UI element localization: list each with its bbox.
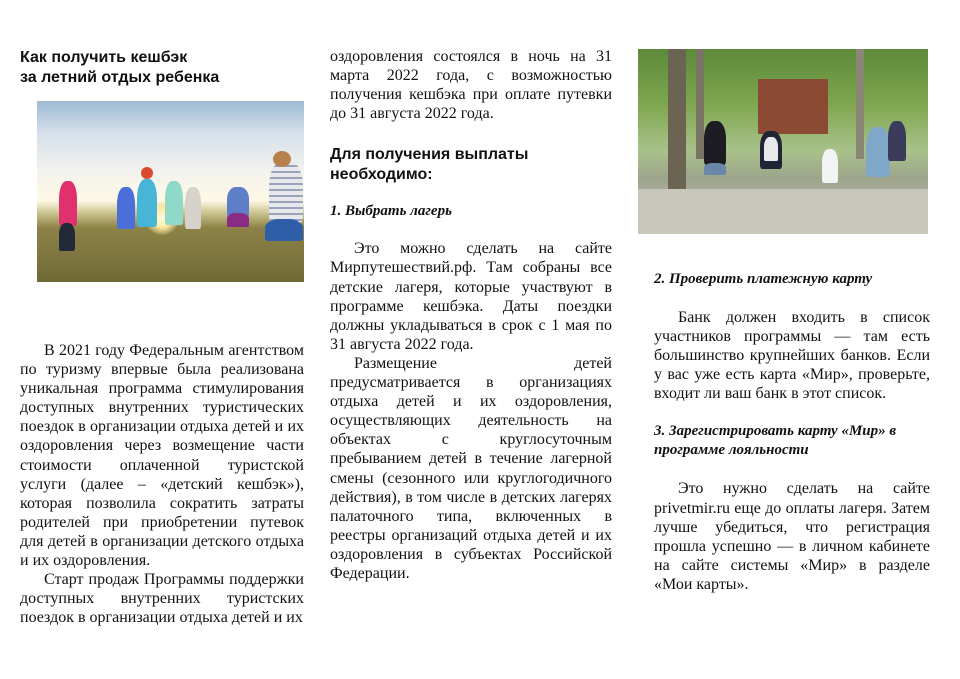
child-figure — [165, 181, 183, 225]
child-figure — [117, 187, 135, 229]
child-figure — [273, 151, 291, 167]
title-line-2: за летний отдых ребенка — [20, 69, 220, 86]
child-figure — [137, 179, 157, 227]
column-middle — [330, 47, 612, 583]
step2-paragraph: Банк должен входить в список участников программы — там есть большинство крупнейших банков. Если у вас уже есть карта «Мир», проверьте, входит ли ваш банк в этот список. — [654, 309, 930, 403]
child-figure — [185, 187, 201, 229]
child-figure — [141, 167, 153, 179]
step3-paragraph: Это нужно сделать на сайте privetmir.ru еще до оплаты лагеря. Затем лучше убедиться, что регистрация прошла успешно — в личном кабинете на сайте системы «Мир» в разделе «Мои карты». — [654, 480, 930, 593]
step1-paragraph-2: Размещение детей предусматривается в организациях отдыха детей и их оздоровления, осуществляющих деятельность на объектах с круглосуточным пребыванием детей в течение лагерной смены (сезонного или круглогодичного действия), в том числе в детских лагерях палаточного типа, включенных в реестры организаций отдыха детей и их оздоровления в субъектах Российской Федерации. — [330, 354, 612, 582]
child-figure — [269, 161, 303, 223]
step1-title: 1. Выбрать лагерь — [330, 203, 452, 220]
child-figure — [227, 213, 249, 227]
step3-title-line-1: 3. Зарегистрировать карту «Мир» в — [654, 423, 897, 440]
step1-paragraph-1: Это можно сделать на сайте Мирпутешествий.рф. Там собраны все детские лагеря, которые участвуют в программе кешбэка. Даты поездки должны укладываться в срок с 1 мая по 31 августа 2022 года. — [330, 240, 612, 353]
section-title — [330, 145, 612, 185]
step2-title: 2. Проверить платежную карту — [654, 271, 873, 287]
child-figure — [59, 181, 77, 226]
section-title-line-2: необходимо: — [330, 166, 433, 184]
children-running-photo — [37, 101, 304, 282]
title-line-1: Как получить кешбэк — [20, 49, 188, 66]
section-title-line-1: Для получения выплаты — [330, 146, 529, 164]
child-figure — [59, 223, 75, 251]
step3-title-line-2: программе лояльности — [654, 442, 809, 459]
step3-title — [654, 422, 930, 460]
column-right — [654, 48, 930, 594]
child-figure — [265, 219, 303, 241]
sales-start-continued: оздоровления состоялся в ночь на 31 марта 2022 года, с возможностью получения кешбэка при оплате путевки до 31 августа 2022 года. — [330, 48, 612, 123]
sales-start-paragraph: Старт продаж Программы поддержки доступных внутренних туристских поездок в организации отдыха детей и их — [20, 571, 304, 627]
intro-paragraph: В 2021 году Федеральным агентством по туризму впервые была реализована уникальная программа стимулирования доступных внутренних туристических поездок в организации отдыха детей и их оздоровления через возмещение части стоимости оплаченной туристской услуги (далее – «детский кешбэк»), которая позволила сократить затраты родителей при приобретении путевок для детей в организации детского отдыха и их оздоровления. — [20, 342, 304, 570]
brochure-title — [20, 48, 304, 88]
